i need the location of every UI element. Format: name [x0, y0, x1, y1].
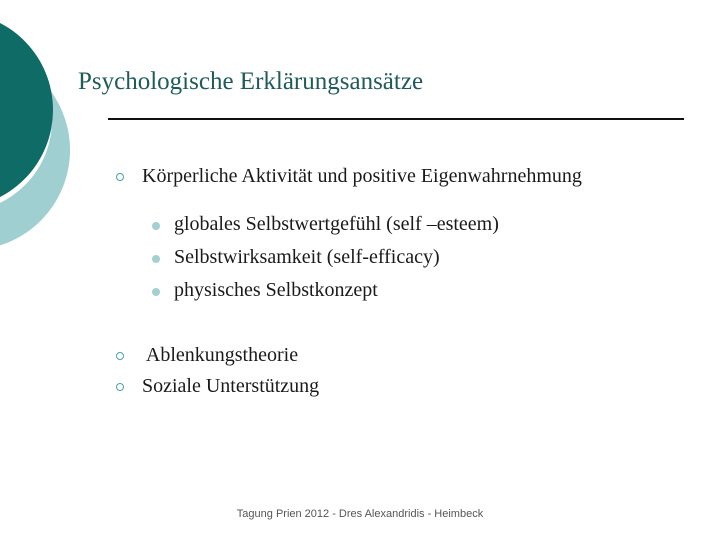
bullet-circle-icon: [116, 383, 124, 391]
bullet-dot-icon: [152, 222, 160, 230]
subbullet-text: Selbstwirksamkeit (self-efficacy): [174, 246, 440, 268]
decorative-circles: [0, 0, 120, 300]
bullet-text: Soziale Unterstützung: [142, 375, 320, 397]
slide-title: Psychologische Erklärungsansätze: [78, 68, 424, 95]
bullet-circle-icon: [116, 173, 124, 181]
bullet-text: Ablenkungstheorie: [142, 344, 299, 366]
bullet-text: Körperliche Aktivität und positive Eigenwahrnehmung: [142, 165, 582, 187]
subbullet-text: globales Selbstwertgefühl (self –esteem): [174, 213, 499, 235]
slide-footer: Tagung Prien 2012 - Dres Alexandridis - Heimbeck: [236, 508, 484, 520]
bullet-dot-icon: [152, 288, 160, 296]
title-divider: [108, 118, 684, 120]
bullet-circle-icon: [116, 352, 124, 360]
bullet-dot-icon: [152, 255, 160, 263]
subbullet-text: physisches Selbstkonzept: [174, 279, 378, 301]
